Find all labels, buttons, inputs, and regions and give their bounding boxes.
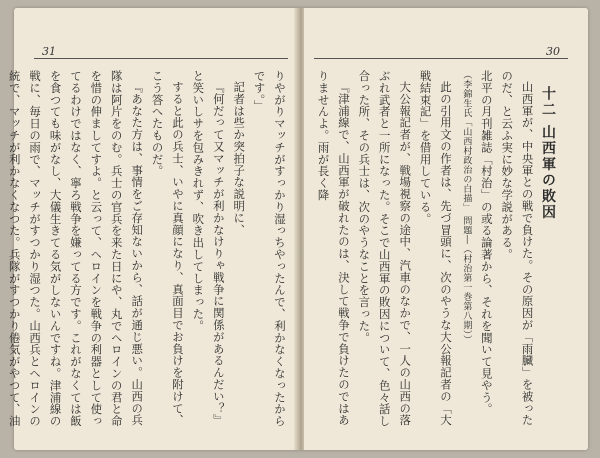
header-rule xyxy=(34,58,288,59)
left-page-text xyxy=(7,70,290,434)
paragraph: 『津浦線で、山西軍が破れたのは、決して戦争で負けたのではありませんよ。雨が長く降 xyxy=(316,70,351,427)
paragraph: と笑いしサを包みきれず、吹き出してしまった。 xyxy=(191,70,206,332)
open-book xyxy=(7,8,588,450)
paragraph: 山西軍が、中央軍との戦で負けた。その原因が「雨臓」を被ったのだ、と云ふ実に妙な学説がある。 xyxy=(500,70,535,427)
paragraph: 『何だって又マッチが利かなけりゃ戦争に関係があるんだい？』 xyxy=(211,81,226,427)
paragraph: 『あなた方は、事情をご存知ないから、話が通じ悪い。山西の兵隊は阿片をのむ。兵士の官兵を来た日にや、丸でヘロインの君と命を惜の伸ましてすよ。と云って、ヘロインを戦争の利器として使ってるわけではなく、寧ろ戦争を嫌ってる方です。これがなくては飯を食つても味がなし、大儀生きてる気がしないんですね。津浦線の戦に、毎日の雨で、マッチがすつかり湿つた。山西兵とヘロインの統で、マッチが利かなくなつた。兵隊がすつかり倦気がやつて、油 xyxy=(7,70,145,427)
right-page-text xyxy=(314,70,558,434)
paragraph: 此の引用文の作者は、先づ冒頭に、次のやうな大公報記者の「大戦結束記」を借用している。 xyxy=(418,70,453,427)
right-page xyxy=(304,8,588,450)
left-page-number: 31 xyxy=(42,45,56,58)
paragraph: 記者は些か突拍子な説明に、 xyxy=(232,81,247,237)
citation-note: （李錦生氏「山西村政治の白描」 問題―（村治第一巻第八期）） xyxy=(461,70,472,345)
left-page xyxy=(7,8,298,450)
section-heading: 十二 山西軍の敗因 xyxy=(540,86,556,221)
paragraph: りやがりマッチがすっかり湿っちやったんで、利かなくなったからです。」 xyxy=(252,70,287,427)
right-page-number: 30 xyxy=(546,45,560,58)
paragraph: すると此の兵士、いやに真顔になり、真面目でお負けを附けて、こう答へたものだ。 xyxy=(150,70,185,427)
header-rule xyxy=(314,58,568,59)
paragraph: 大公報記者が、戦場視察の途中、汽車のなかで、一人の山西の落ぶれ武者と一所になった。そこで山西軍の敗因について、色々話し合った所、その兵士は、次のやうなことを言った。 xyxy=(357,70,413,427)
paragraph: 北平の月刊雑誌「村治」の或る論著から、それを聞いて見やう。 xyxy=(479,70,494,416)
